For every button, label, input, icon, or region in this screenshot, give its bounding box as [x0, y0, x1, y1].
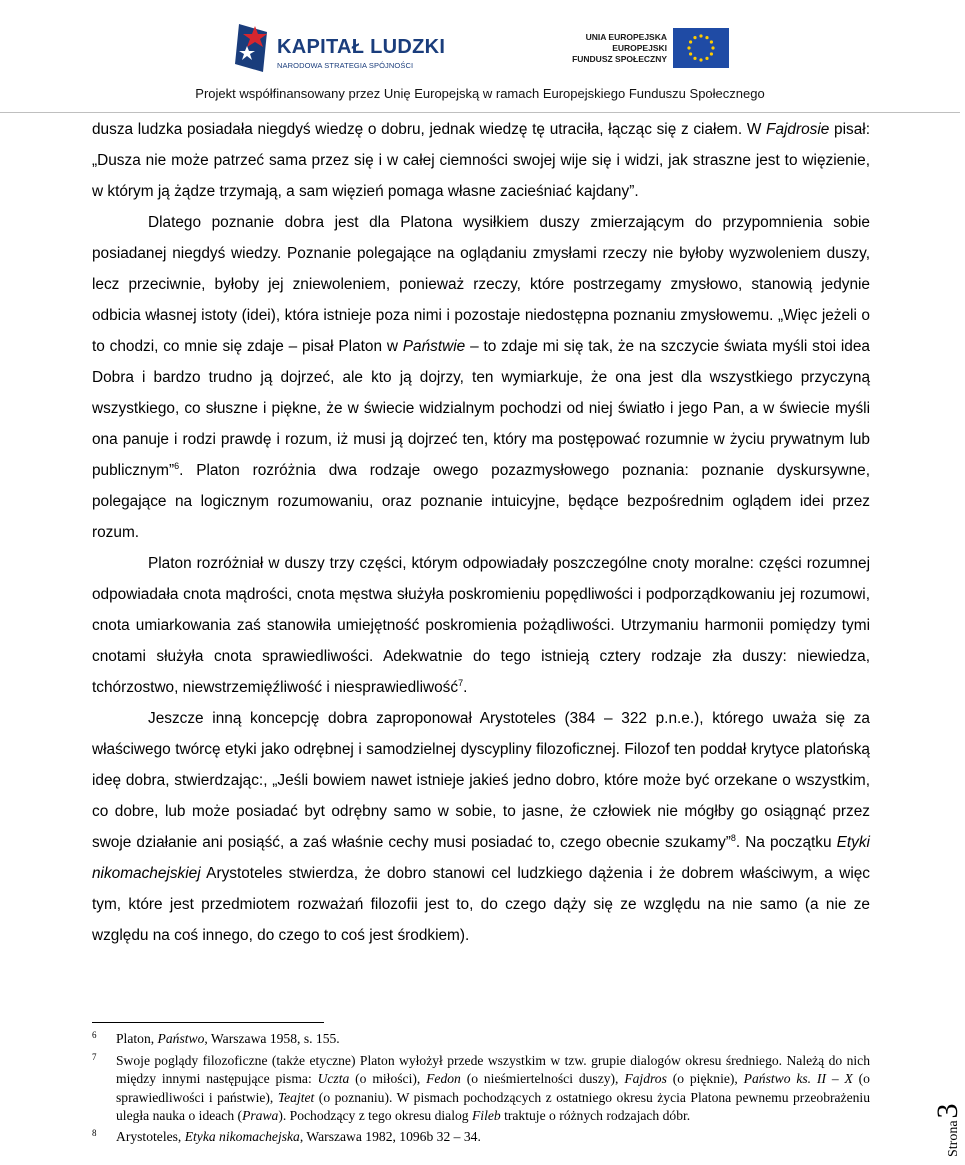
- page-number-rotated: [931, 1103, 965, 1157]
- paragraph-4: [92, 703, 870, 951]
- paragraph-2: [92, 207, 870, 548]
- kapital-ludzki-subtitle: NARODOWA STRATEGIA SPÓJNOŚCI: [277, 61, 414, 70]
- kapital-ludzki-title: KAPITAŁ LUDZKI: [277, 36, 446, 58]
- document-body: [92, 114, 870, 951]
- text-run-italic: Fileb: [471, 1108, 501, 1123]
- text-run: (o sprawiedliwości i państwie),: [116, 1071, 870, 1105]
- text-run-italic: Teajtet: [277, 1089, 315, 1105]
- eu-line-3: FUNDUSZ SPOŁECZNY: [572, 54, 667, 64]
- eu-line-2: EUROPEJSKI: [612, 43, 667, 53]
- text-run: dusza ludzka posiadała niegdyś wiedzę o dobru, jednak wiedzę tę utraciła, łącząc się z ciałem. W: [92, 121, 767, 138]
- text-run: Jeszcze inną koncepcję dobra zaproponował Arystoteles (384 – 322 p.n.e.), którego uważa się za właściwego twórcę etyki jako odrębnej i samodzielnej dyscypliny filozoficznej. Filozof ten poddał krytyce platońską ideę dobra, stwierdzając:, „Jeśli bowiem nawet istnieje jakieś jedno dobro, które może być orzekane o wszystkim, co dobre, lub może posiadać byt odrębny samo w sobie, to jasne, że człowiek nie mógłby go osiągnąć przez swoje działanie ani posiąść, a zaś właśnie cechy musi posiadać to, czego obecnie szukamy”: [92, 710, 870, 851]
- kapital-ludzki-logo: [233, 20, 446, 78]
- footnote-ref-7[interactable]: 7: [458, 677, 464, 688]
- text-run: . Na początku: [735, 834, 837, 851]
- text-run: Arystoteles stwierdza, że dobro stanowi cel ludzkiego dążenia i że dobrem właściwym, a więc tym, które jest przedmiotem rozważań filozofii jest to, do czego dąży się ze względu na nie samo (a nie ze względu na coś innego, do czego to coś jest środkiem).: [92, 865, 870, 944]
- page-label-text: Strona: [946, 1120, 961, 1157]
- text-run: .: [463, 679, 468, 696]
- text-run: ). Pochodzący z tego okresu dialog: [278, 1108, 472, 1123]
- page-number-label: [893, 1085, 964, 1165]
- footnote-8: [92, 1128, 870, 1147]
- text-run-italic: Państwo ks. II – X: [743, 1071, 853, 1086]
- project-funding-line: Projekt współfinansowany przez Unię Europejską w ramach Europejskiego Funduszu Społecznego: [195, 86, 765, 101]
- text-run-italic: Uczta: [317, 1071, 350, 1086]
- footnotes: [92, 1030, 870, 1146]
- page-number: 3: [931, 1103, 964, 1119]
- paragraph-3: [92, 548, 870, 703]
- text-run: Arystoteles,: [116, 1128, 185, 1144]
- eu-logo: [565, 28, 735, 78]
- text-run: Dlatego poznanie dobra jest dla Platona wysiłkiem duszy zmierzającym do przypomnienia sobie posiadanej niegdyś wiedzy. Poznanie polegające na oglądaniu zmysłami rzeczy nie byłoby wyzwoleniem duszy, lecz przeciwnie, byłoby jej zniewoleniem, ponieważ rzeczy, które postrzegamy zmysłowo, stanowią jedynie odbicia własnej istoty (idei), która istnieje poza nimi i pozostaje niedostępna poznaniu zmysłowemu. „Więc jeżeli o to chodzi, co mnie się zdaje – pisał Platon w: [92, 214, 870, 355]
- paragraph-1: [92, 114, 870, 207]
- footnote-6: [92, 1030, 870, 1049]
- text-run: (o poznaniu). W pismach pochodzących z ostatniego okresu życia Platona pewnemu przeobrażeniu uległa nauka o ideach (: [116, 1089, 870, 1123]
- eu-logo-text: [565, 32, 667, 65]
- text-run-italic: Fedon: [426, 1071, 461, 1086]
- footnote-number: 6: [92, 1030, 97, 1040]
- italic-title-panstwo: Państwie: [402, 338, 466, 355]
- text-run: . Platon rozróżnia dwa rodzaje owego pozazmysłowego poznania: poznanie dyskursywne, polegające na logicznym rozumowaniu, oraz poznanie intuicyjne, będące bezpośrednim oglądem idei przez rozum.: [92, 462, 870, 541]
- text-run-italic: Fajdros: [624, 1071, 667, 1086]
- page-header: [0, 0, 960, 113]
- footnote-7: [92, 1052, 870, 1126]
- kapital-ludzki-flag-icon: [233, 20, 275, 78]
- text-run: (o miłości),: [349, 1071, 427, 1086]
- eu-line-1: UNIA EUROPEJSKA: [585, 32, 667, 42]
- text-run-italic: Prawa: [242, 1108, 279, 1123]
- footnote-ref-8[interactable]: 8: [730, 832, 736, 843]
- text-run: pisał: „Dusza nie może patrzeć sama przez się i w całej ciemności swojej wije się i widzi, jak straszne jest to więzienie, w którym ją żądze trzymają, a sam więzień pomaga własne zacieśniać kajdany”.: [92, 121, 870, 200]
- eu-flag-icon: [673, 28, 729, 68]
- text-run: traktuje o różnych rodzajach dóbr.: [500, 1108, 691, 1123]
- text-run: – to zdaje mi się tak, że na szczycie świata myśli stoi idea Dobra i bardzo trudno ją dojrzeć, ale kto ją dojrzy, ten wymiarkuje, że ona jest dla wszystkiego przyczyną wszystkiego, co słuszne i piękne, że w świecie widzialnym pochodzi od niej światło i jego Pan, a w świecie myśli ona panuje i rodzi prawdę i rozum, iż musi ją dojrzeć ten, który ma postępować rozumnie w życiu prywatnym lub publicznym”: [92, 338, 870, 479]
- text-run-italic: Etyka nikomachejska: [184, 1128, 300, 1144]
- footnote-number: 7: [92, 1051, 97, 1062]
- text-run: Platon rozróżniał w duszy trzy części, którym odpowiadały poszczególne cnoty moralne: części rozumnej odpowiadała cnota mądrości, cnota męstwa służyła poskromieniu popędliwości i podporządkowaniu jej rozumowi, cnota umiarkowania zaś stanowiła umiejętność poskromienia pożądliwości. Utrzymaniu harmonii pomiędzy tymi cnotami służyła cnota sprawiedliwości. Adekwatnie do tego istnieją cztery rodzaje zła duszy: niewiedza, tchórzostwo, niewstrzemięźliwość i niesprawiedliwość: [92, 555, 870, 696]
- text-run: , Warszawa 1958, s. 155.: [204, 1031, 340, 1046]
- italic-title-fajdros: Fajdrosie: [766, 121, 830, 138]
- footnote-number: 8: [92, 1127, 97, 1138]
- footnote-ref-6[interactable]: 6: [174, 460, 180, 471]
- text-run: , Warszawa 1982, 1096b 32 – 34.: [299, 1128, 481, 1144]
- text-run-italic: Państwo: [157, 1031, 205, 1046]
- text-run: (o pięknie),: [666, 1071, 744, 1086]
- text-run: (o nieśmiertelności duszy),: [460, 1071, 625, 1086]
- text-run: Platon,: [116, 1031, 158, 1046]
- footnote-separator: [92, 1022, 324, 1023]
- text-run: Swoje poglądy filozoficzne (także etyczne) Platon wyłożył przede wszystkim w tzw. grupie dialogów okresu średniego. Należą do nich między innymi następujące pisma:: [116, 1052, 870, 1086]
- italic-title-etyka: Etyki nikomachejskiej: [92, 834, 870, 882]
